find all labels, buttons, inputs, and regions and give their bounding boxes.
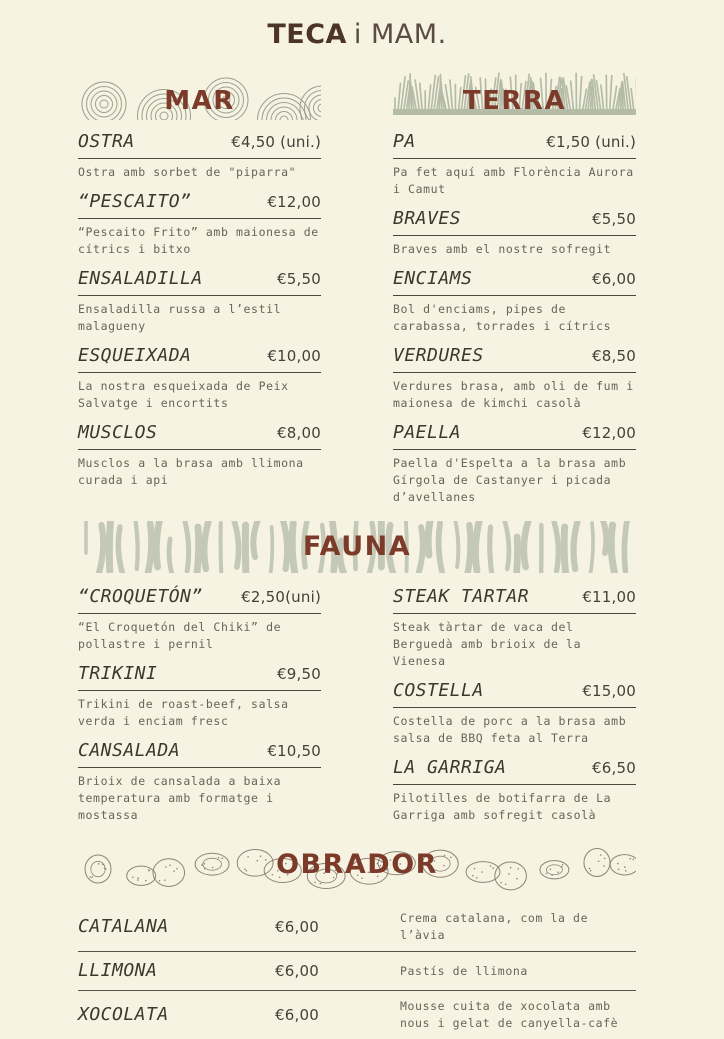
terra-section-heading: TERRA [393,86,636,116]
item-name: CATALANA [78,915,275,939]
section-terra [393,52,636,515]
item-description: Ostra amb sorbet de "piparra" [78,164,321,181]
item-price: €8,00 [277,424,321,442]
item-description: Paella d'Espelta a la brasa amb Gírgola de Castanyer i picada d’avellanes [393,455,636,506]
item-name: OSTRA [78,130,135,154]
fauna-left-column [78,585,321,833]
item-price: €12,00 [582,424,636,442]
menu-item [78,421,321,489]
mar-header-band [78,58,321,120]
item-price: €9,50 [277,665,321,683]
section-mar [78,52,321,515]
fauna-columns [78,585,636,833]
obrador-table [78,903,636,1039]
menu-item [78,585,321,653]
menu-item [78,130,321,181]
item-description: Pilotilles de botifarra de La Garriga amb sofregit casolà [393,790,636,824]
item-name: STEAK TARTAR [393,585,529,609]
item-description: Musclos a la brasa amb llimona curada i api [78,455,321,489]
obrador-header-band [78,839,636,891]
menu-item [393,207,636,258]
mar-section-heading: MAR [78,86,321,116]
menu-item [393,267,636,335]
item-price: €6,00 [275,918,400,936]
item-description: Braves amb el nostre sofregit [393,241,636,258]
item-description: Brioix de cansalada a baixa temperatura amb formatge i mostassa [78,773,321,824]
item-price: €4,50 (uni.) [231,133,321,151]
menu-item [78,344,321,412]
item-price: €6,00 [275,962,400,980]
item-price: €12,00 [267,193,321,211]
item-description: “Pescaito Frito” amb maionesa de cítrics i bitxo [78,224,321,258]
item-name: ENCIAMS [393,267,472,291]
item-price: €5,50 [277,270,321,288]
menu-item [393,756,636,824]
item-price: €8,50 [592,347,636,365]
mar-terra-columns [78,52,636,515]
item-description: Pastís de llimona [400,963,636,980]
menu-item [393,421,636,506]
menu-title-bold: TECA [267,19,347,50]
item-name: LLIMONA [78,959,275,983]
item-price: €10,50 [267,742,321,760]
fauna-right-column [393,585,636,833]
item-price: €5,50 [592,210,636,228]
item-price: €6,00 [275,1006,400,1024]
item-description: Verdures brasa, amb oli de fum i maionesa de kimchi casolà [393,378,636,412]
item-name: MUSCLOS [78,421,157,445]
terra-header-band [393,58,636,120]
item-price: €6,00 [592,270,636,288]
item-description: Mousse cuita de xocolata amb nous i gelat de canyella-cafè [400,998,636,1032]
item-price: €10,00 [267,347,321,365]
item-name: “CROQUETÓN” [78,585,203,609]
item-description: Pa fet aquí amb Florència Aurora i Camut [393,164,636,198]
menu-item [78,739,321,824]
item-price: €1,50 (uni.) [546,133,636,151]
menu-item [393,130,636,198]
menu-item [393,585,636,670]
menu-item [78,190,321,258]
menu-item [78,267,321,335]
item-name: ENSALADILLA [78,267,203,291]
item-name: “PESCAITO” [78,190,191,214]
item-name: PAELLA [393,421,461,445]
menu-item [393,679,636,747]
menu-item [393,344,636,412]
item-name: VERDURES [393,344,484,368]
menu-item [78,662,321,730]
item-description: “El Croquetón del Chiki” de pollastre i pernil [78,619,321,653]
item-price: €11,00 [582,588,636,606]
item-description: La nostra esqueixada de Peix Salvatge i encortits [78,378,321,412]
item-description: Costella de porc a la brasa amb salsa de BBQ feta al Terra [393,713,636,747]
item-price: €15,00 [582,682,636,700]
obrador-section-heading: OBRADOR [78,849,636,880]
item-description: Crema catalana, com la de l’àvia [400,910,636,944]
item-name: ESQUEIXADA [78,344,191,368]
item-description: Ensaladilla russa a l’estil malagueny [78,301,321,335]
item-name: BRAVES [393,207,461,231]
item-name: PA [393,130,416,154]
table-row [78,903,636,952]
item-name: CANSALADA [78,739,180,763]
item-name: TRIKINI [78,662,157,686]
item-description: Steak tàrtar de vaca del Berguedà amb brioix de la Vienesa [393,619,636,670]
fauna-section-heading: FAUNA [78,531,636,562]
item-price: €2,50(uni) [241,588,321,606]
item-name: XOCOLATA [78,1003,275,1027]
item-name: COSTELLA [393,679,484,703]
table-row [78,991,636,1039]
item-name: LA GARRIGA [393,756,506,780]
menu-title-rest: i MAM. [354,19,447,50]
item-price: €6,50 [592,759,636,777]
fauna-header-band [78,521,636,573]
table-row [78,952,636,991]
item-description: Bol d'enciams, pipes de carabassa, torrades i cítrics [393,301,636,335]
item-description: Trikini de roast-beef, salsa verda i enciam fresc [78,696,321,730]
menu-title [78,18,636,52]
